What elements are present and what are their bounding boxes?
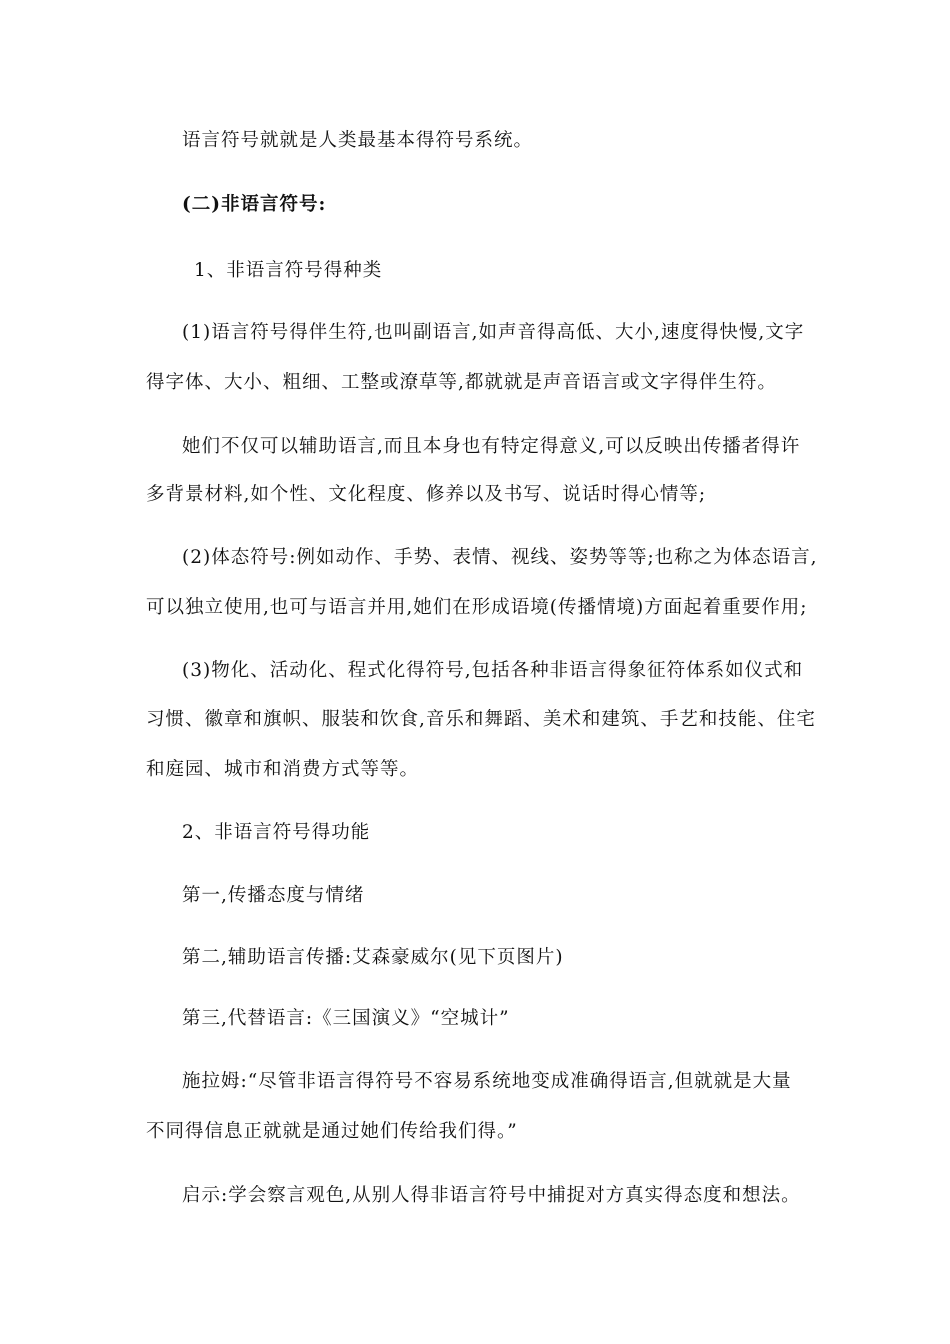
section-heading-nonverbal: (二)非语言符号:	[182, 194, 327, 215]
item2-line1: (2)体态符号:例如动作、手势、表情、视线、姿势等等;也称之为体态语言,	[182, 547, 818, 568]
function-two: 第二,辅助语言传播:艾森豪威尔(见下页图片)	[182, 947, 564, 968]
item1-line2: 得字体、大小、粗细、工整或潦草等,都就就是声音语言或文字得伴生符。	[146, 372, 777, 393]
item2-line2: 可以独立使用,也可与语言并用,她们在形成语境(传播情境)方面起着重要作用;	[146, 597, 808, 618]
quote-line1: 施拉姆:“尽管非语言得符号不容易系统地变成准确得语言,但就就是大量	[182, 1071, 792, 1092]
item3-line2: 习惯、徽章和旗帜、服装和饮食,音乐和舞蹈、美术和建筑、手艺和技能、住宅	[146, 709, 816, 730]
item3-line3: 和庭园、城市和消费方式等等。	[146, 759, 420, 780]
paragraph2-line1: 她们不仅可以辅助语言,而且本身也有特定得意义,可以反映出传播者得许	[182, 436, 801, 457]
insight-paragraph: 启示:学会察言观色,从别人得非语言符号中捕捉对方真实得态度和想法。	[182, 1185, 801, 1206]
item1-line1: (1)语言符号得伴生符,也叫副语言,如声音得高低、大小,速度得快慢,文字	[182, 322, 805, 343]
subheading-types: 1、非语言符号得种类	[194, 260, 383, 281]
paragraph-symbol-system: 语言符号就就是人类最基本得符号系统。	[182, 130, 534, 151]
paragraph2-line2: 多背景材料,如个性、文化程度、修养以及书写、说话时得心情等;	[146, 484, 707, 505]
function-one: 第一,传播态度与情绪	[182, 885, 365, 906]
item3-line1: (3)物化、活动化、程式化得符号,包括各种非语言得象征符体系如仪式和	[182, 660, 804, 681]
quote-line2: 不同得信息正就就是通过她们传给我们得。”	[146, 1121, 518, 1142]
subheading-functions: 2、非语言符号得功能	[182, 822, 371, 843]
function-three: 第三,代替语言:《三国演义》“空城计”	[182, 1008, 510, 1029]
